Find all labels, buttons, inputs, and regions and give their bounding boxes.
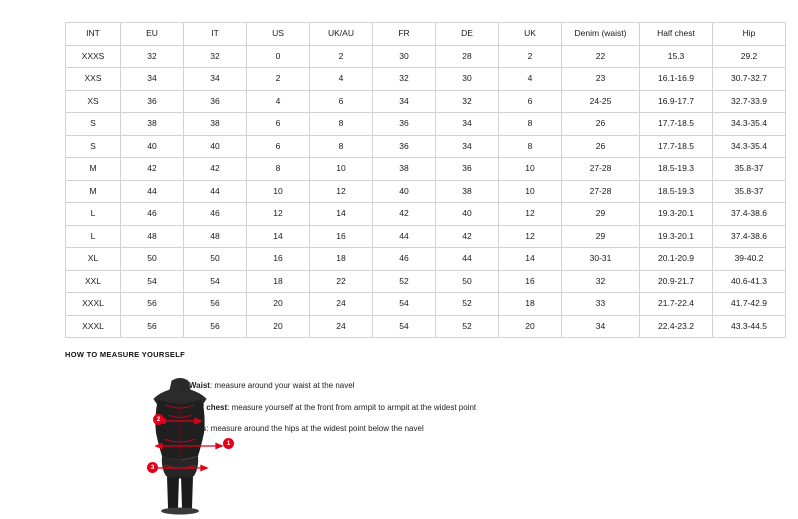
cell-eu: 42 [121,158,184,181]
cell-fr: 34 [373,90,436,113]
column-header-uk: UK [499,23,562,46]
cell-int: XXS [66,68,121,91]
cell-uk-au: 6 [310,90,373,113]
cell-de: 34 [436,113,499,136]
column-header-us: US [247,23,310,46]
measure-badge-1: 1 [223,438,234,449]
cell-int: XXXL [66,315,121,338]
list-item [180,381,720,391]
cell-fr: 32 [373,68,436,91]
cell-de: 52 [436,293,499,316]
measure-instructions-list [180,381,720,446]
cell-uk: 16 [499,270,562,293]
cell-half-chest: 18.5-19.3 [640,180,713,203]
cell-de: 40 [436,203,499,226]
cell-int: M [66,158,121,181]
cell-fr: 36 [373,135,436,158]
cell-uk: 12 [499,225,562,248]
cell-uk: 10 [499,158,562,181]
cell-it: 50 [184,248,247,271]
cell-uk-au: 12 [310,180,373,203]
cell-it: 56 [184,315,247,338]
cell-int: XXXL [66,293,121,316]
cell-half-chest: 22.4-23.2 [640,315,713,338]
cell-it: 40 [184,135,247,158]
cell-half-chest: 20.9-21.7 [640,270,713,293]
table-row [66,135,786,158]
cell-half-chest: 16.9-17.7 [640,90,713,113]
cell-uk-au: 10 [310,158,373,181]
table-row [66,270,786,293]
cell-us: 2 [247,68,310,91]
cell-us: 18 [247,270,310,293]
how-to-measure-title: HOW TO MEASURE YOURSELF [65,350,185,359]
cell-uk: 12 [499,203,562,226]
cell-uk: 8 [499,135,562,158]
cell-int: XXL [66,270,121,293]
list-item [180,403,720,413]
cell-uk-au: 2 [310,45,373,68]
cell-half-chest: 19.3-20.1 [640,203,713,226]
table-row [66,248,786,271]
cell-uk: 10 [499,180,562,203]
size-chart-container [65,22,767,338]
cell-fr: 30 [373,45,436,68]
cell-de: 32 [436,90,499,113]
cell-uk-au: 8 [310,135,373,158]
measure-item-number-3: 3. [180,424,187,434]
cell-eu: 50 [121,248,184,271]
table-row [66,90,786,113]
cell-denim-waist: 23 [562,68,640,91]
measure-badge-3: 3 [147,462,158,473]
cell-it: 44 [184,180,247,203]
cell-it: 48 [184,225,247,248]
cell-denim-waist: 29 [562,225,640,248]
cell-hip: 41.7-42.9 [713,293,786,316]
cell-eu: 32 [121,45,184,68]
measure-item-text-2: : measure yourself at the front from armpit to armpit at the widest point [227,402,477,412]
cell-denim-waist: 34 [562,315,640,338]
cell-hip: 29.2 [713,45,786,68]
cell-us: 8 [247,158,310,181]
cell-half-chest: 21.7-22.4 [640,293,713,316]
cell-int: XXXS [66,45,121,68]
cell-hip: 35.8-37 [713,180,786,203]
cell-int: XS [66,90,121,113]
column-header-hip: Hip [713,23,786,46]
cell-hip: 43.3-44.5 [713,315,786,338]
cell-hip: 37.4-38.6 [713,203,786,226]
cell-fr: 42 [373,203,436,226]
cell-uk: 2 [499,45,562,68]
cell-fr: 46 [373,248,436,271]
cell-eu: 44 [121,180,184,203]
cell-hip: 34.3-35.4 [713,113,786,136]
cell-us: 20 [247,315,310,338]
cell-de: 28 [436,45,499,68]
cell-eu: 56 [121,315,184,338]
cell-de: 42 [436,225,499,248]
column-header-fr: FR [373,23,436,46]
measure-item-text-1: : measure around your waist at the navel [209,381,355,390]
measure-item-term-2: Half chest [188,402,228,412]
cell-uk-au: 22 [310,270,373,293]
table-row [66,315,786,338]
cell-it: 36 [184,90,247,113]
cell-denim-waist: 32 [562,270,640,293]
cell-uk-au: 4 [310,68,373,91]
how-to-measure-section [65,350,745,471]
cell-denim-waist: 27-28 [562,158,640,181]
cell-uk: 18 [499,293,562,316]
cell-fr: 54 [373,315,436,338]
column-header-de: DE [436,23,499,46]
cell-int: S [66,135,121,158]
measure-item-number-2: 2. [180,402,187,412]
cell-uk: 4 [499,68,562,91]
cell-denim-waist: 27-28 [562,180,640,203]
cell-uk-au: 16 [310,225,373,248]
table-row [66,293,786,316]
cell-hip: 34.3-35.4 [713,135,786,158]
size-chart-body [66,45,786,338]
cell-uk: 6 [499,90,562,113]
cell-fr: 36 [373,113,436,136]
cell-hip: 35.8-37 [713,158,786,181]
cell-us: 14 [247,225,310,248]
cell-it: 42 [184,158,247,181]
cell-it: 34 [184,68,247,91]
cell-de: 38 [436,180,499,203]
table-row [66,68,786,91]
cell-half-chest: 18.5-19.3 [640,158,713,181]
cell-denim-waist: 33 [562,293,640,316]
cell-fr: 38 [373,158,436,181]
measure-badge-2: 2 [153,414,164,425]
cell-denim-waist: 26 [562,113,640,136]
column-header-it: IT [184,23,247,46]
cell-it: 32 [184,45,247,68]
cell-de: 44 [436,248,499,271]
cell-fr: 54 [373,293,436,316]
cell-us: 6 [247,113,310,136]
table-row [66,158,786,181]
cell-half-chest: 20.1-20.9 [640,248,713,271]
cell-it: 46 [184,203,247,226]
cell-int: XL [66,248,121,271]
cell-uk: 20 [499,315,562,338]
cell-int: M [66,180,121,203]
column-header-uk-au: UK/AU [310,23,373,46]
cell-eu: 48 [121,225,184,248]
cell-us: 20 [247,293,310,316]
column-header-int: INT [66,23,121,46]
cell-denim-waist: 30-31 [562,248,640,271]
cell-eu: 38 [121,113,184,136]
cell-fr: 40 [373,180,436,203]
cell-de: 34 [436,135,499,158]
cell-int: L [66,203,121,226]
cell-us: 6 [247,135,310,158]
cell-denim-waist: 22 [562,45,640,68]
cell-uk-au: 24 [310,293,373,316]
measure-item-text-3: : measure around the hips at the widest point below the navel [206,424,424,434]
cell-half-chest: 17.7-18.5 [640,113,713,136]
cell-denim-waist: 26 [562,135,640,158]
cell-it: 54 [184,270,247,293]
cell-hip: 40.6-41.3 [713,270,786,293]
cell-us: 4 [247,90,310,113]
cell-de: 50 [436,270,499,293]
column-header-eu: EU [121,23,184,46]
table-row [66,113,786,136]
measure-item-term-1: Waist [188,381,210,390]
cell-uk: 14 [499,248,562,271]
cell-eu: 54 [121,270,184,293]
column-header-half-chest: Half chest [640,23,713,46]
measure-item-number-1: 1. [180,381,187,390]
cell-half-chest: 15.3 [640,45,713,68]
cell-fr: 44 [373,225,436,248]
cell-uk: 8 [499,113,562,136]
cell-de: 52 [436,315,499,338]
cell-it: 56 [184,293,247,316]
cell-hip: 37.4-38.6 [713,225,786,248]
cell-us: 0 [247,45,310,68]
cell-hip: 39-40.2 [713,248,786,271]
cell-eu: 36 [121,90,184,113]
table-row [66,45,786,68]
cell-eu: 56 [121,293,184,316]
cell-uk-au: 14 [310,203,373,226]
cell-half-chest: 16.1-16.9 [640,68,713,91]
size-chart-head [66,23,786,46]
cell-fr: 52 [373,270,436,293]
cell-hip: 30.7-32.7 [713,68,786,91]
cell-int: L [66,225,121,248]
cell-int: S [66,113,121,136]
cell-half-chest: 19.3-20.1 [640,225,713,248]
cell-denim-waist: 29 [562,203,640,226]
cell-uk-au: 18 [310,248,373,271]
cell-eu: 40 [121,135,184,158]
cell-us: 10 [247,180,310,203]
cell-us: 12 [247,203,310,226]
cell-uk-au: 24 [310,315,373,338]
column-header-denim-waist: Denim (waist) [562,23,640,46]
cell-de: 30 [436,68,499,91]
table-row [66,203,786,226]
table-row [66,180,786,203]
size-chart-table [65,22,786,338]
cell-denim-waist: 24-25 [562,90,640,113]
cell-half-chest: 17.7-18.5 [640,135,713,158]
list-item [180,424,720,434]
cell-eu: 46 [121,203,184,226]
cell-hip: 32.7-33.9 [713,90,786,113]
cell-uk-au: 8 [310,113,373,136]
cell-de: 36 [436,158,499,181]
cell-eu: 34 [121,68,184,91]
cell-it: 38 [184,113,247,136]
measure-item-term-3: Hips [188,424,207,434]
table-header-row [66,23,786,46]
cell-us: 16 [247,248,310,271]
table-row [66,225,786,248]
